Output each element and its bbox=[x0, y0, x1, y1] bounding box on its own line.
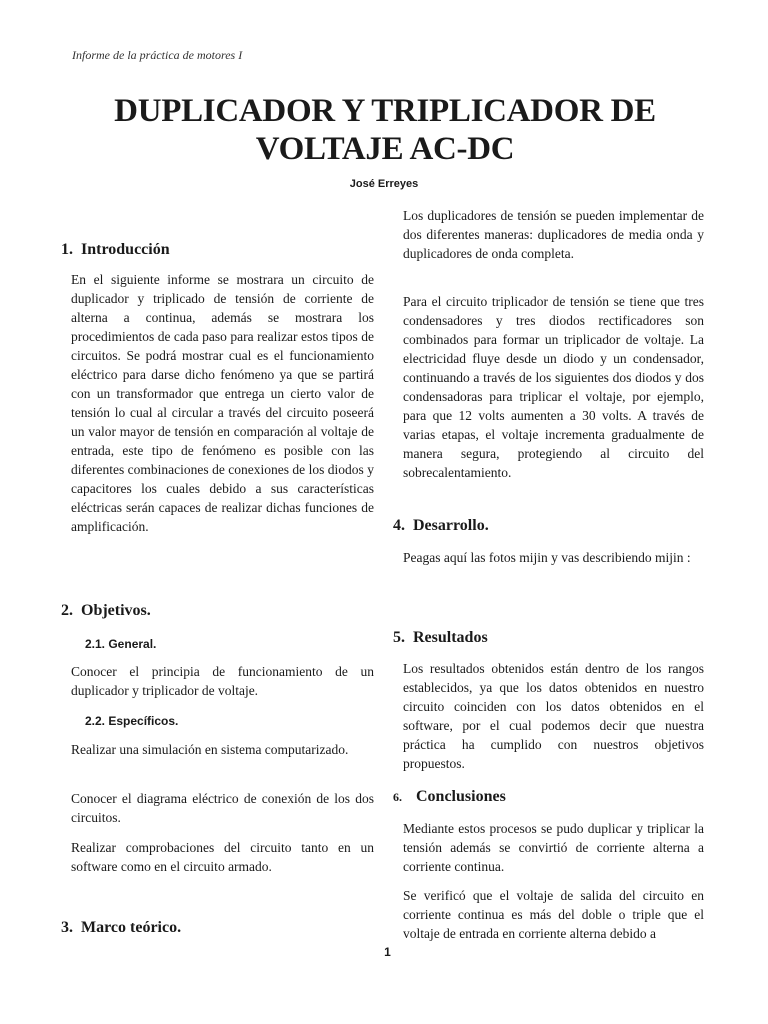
section-number: 3. bbox=[61, 919, 73, 936]
objetivo-especifico-1: Realizar una simulación en sistema computarizado. bbox=[71, 742, 349, 757]
author-name: José Erreyes bbox=[349, 178, 419, 190]
section-title: Marco teórico. bbox=[81, 919, 182, 936]
marco-teorico-paragraph-1: Los duplicadores de tensión se pueden implementar de dos diferentes maneras: duplicadores de media onda y duplicadores de onda completa. bbox=[403, 208, 704, 261]
resultados-paragraph: Los resultados obtenidos están dentro de los rangos establecidos, ya que los datos obtenidos en nuestro circuito coinciden con los datos obtenidos en el software, por el cual podemos decir que nuestra práctica ha cumplido con nuestros objetivos propuestos. bbox=[403, 661, 704, 771]
section-title: Resultados bbox=[413, 629, 488, 646]
section-title: Conclusiones bbox=[416, 788, 506, 805]
section-title: Objetivos. bbox=[81, 602, 151, 619]
subsection-heading-general: 2.1. General. bbox=[85, 637, 157, 651]
objetivo-general-text: Conocer el principia de funcionamiento de un duplicador y triplicador de voltaje. bbox=[71, 664, 374, 698]
page-number: 1 bbox=[384, 945, 391, 959]
section-heading-marco-teorico bbox=[61, 918, 181, 938]
section-number: 4. bbox=[393, 517, 405, 534]
conclusiones-paragraph-2: Se verificó que el voltaje de salida del circuito en corriente continua es más del doble o triple que el voltaje de entrada en corriente alterna debido a bbox=[403, 888, 704, 941]
running-header: Informe de la práctica de motores I bbox=[72, 48, 243, 62]
section-heading-conclusiones bbox=[393, 787, 506, 807]
marco-teorico-paragraph-2: Para el circuito triplicador de tensión se tiene que tres condensadores y tres diodos rectificadores son combinados para formar un triplicador de voltaje. La electricidad fluye desde un diodo y un condensador, continuando a través de los siguientes dos diodos y dos condensadoras para triplicar el voltaje, por ejemplo, para que 12 volts aumenten a 30 volts. A través de varias etapas, el voltaje incrementa gradualmente de manera segura, protegiendo al circuito del sobrecalentamiento. bbox=[403, 294, 704, 480]
objetivo-especifico-2: Conocer el diagrama eléctrico de conexión de los dos circuitos. bbox=[71, 791, 374, 825]
section-title: Desarrollo. bbox=[413, 517, 489, 534]
title-line-1: DUPLICADOR Y TRIPLICADOR DE bbox=[114, 93, 656, 129]
section-number: 5. bbox=[393, 629, 405, 646]
section-heading-desarrollo bbox=[393, 516, 489, 536]
subsection-heading-especificos: 2.2. Específicos. bbox=[85, 714, 179, 728]
title-line-2: VOLTAJE AC-DC bbox=[255, 131, 515, 167]
section-number: 1. bbox=[61, 241, 73, 258]
conclusiones-paragraph-1: Mediante estos procesos se pudo duplicar y triplicar la tensión además se convirtió de corriente alterna a corriente continua. bbox=[403, 821, 704, 874]
section-heading-introduccion bbox=[61, 240, 170, 260]
desarrollo-paragraph: Peagas aquí las fotos mijin y vas describiendo mijin : bbox=[403, 550, 691, 565]
right-column bbox=[393, 0, 704, 1024]
left-column bbox=[61, 0, 374, 1024]
section-heading-resultados bbox=[393, 628, 488, 648]
objetivo-especifico-3: Realizar comprobaciones del circuito tanto en un software como en el circuito armado. bbox=[71, 840, 374, 874]
section-heading-objetivos bbox=[61, 601, 151, 621]
section-number: 6. bbox=[393, 790, 402, 804]
section-number: 2. bbox=[61, 602, 73, 619]
intro-paragraph: En el siguiente informe se mostrara un circuito de duplicador y triplicado de tensión de corriente de alterna a continua, además se mostrara los procedimientos de cada paso para realizar estos tipos de circuitos. Se podrá mostrar cual es el funcionamiento eléctrico para darse dicho fenómeno ya que se partirá con un transformador que entrega un cierto valor de tensión lo cual al circular a través del circuito poseerá un valor mayor de tensión en comparación al voltaje de entrada, este tipo de fenómeno es posible con las diferentes combinaciones de conexiones de los diodos y capacitores los cuales debido a sus características eléctricas serán capaces de realizar dichas funciones de amplificación. bbox=[71, 272, 374, 534]
section-title: Introducción bbox=[81, 241, 170, 258]
